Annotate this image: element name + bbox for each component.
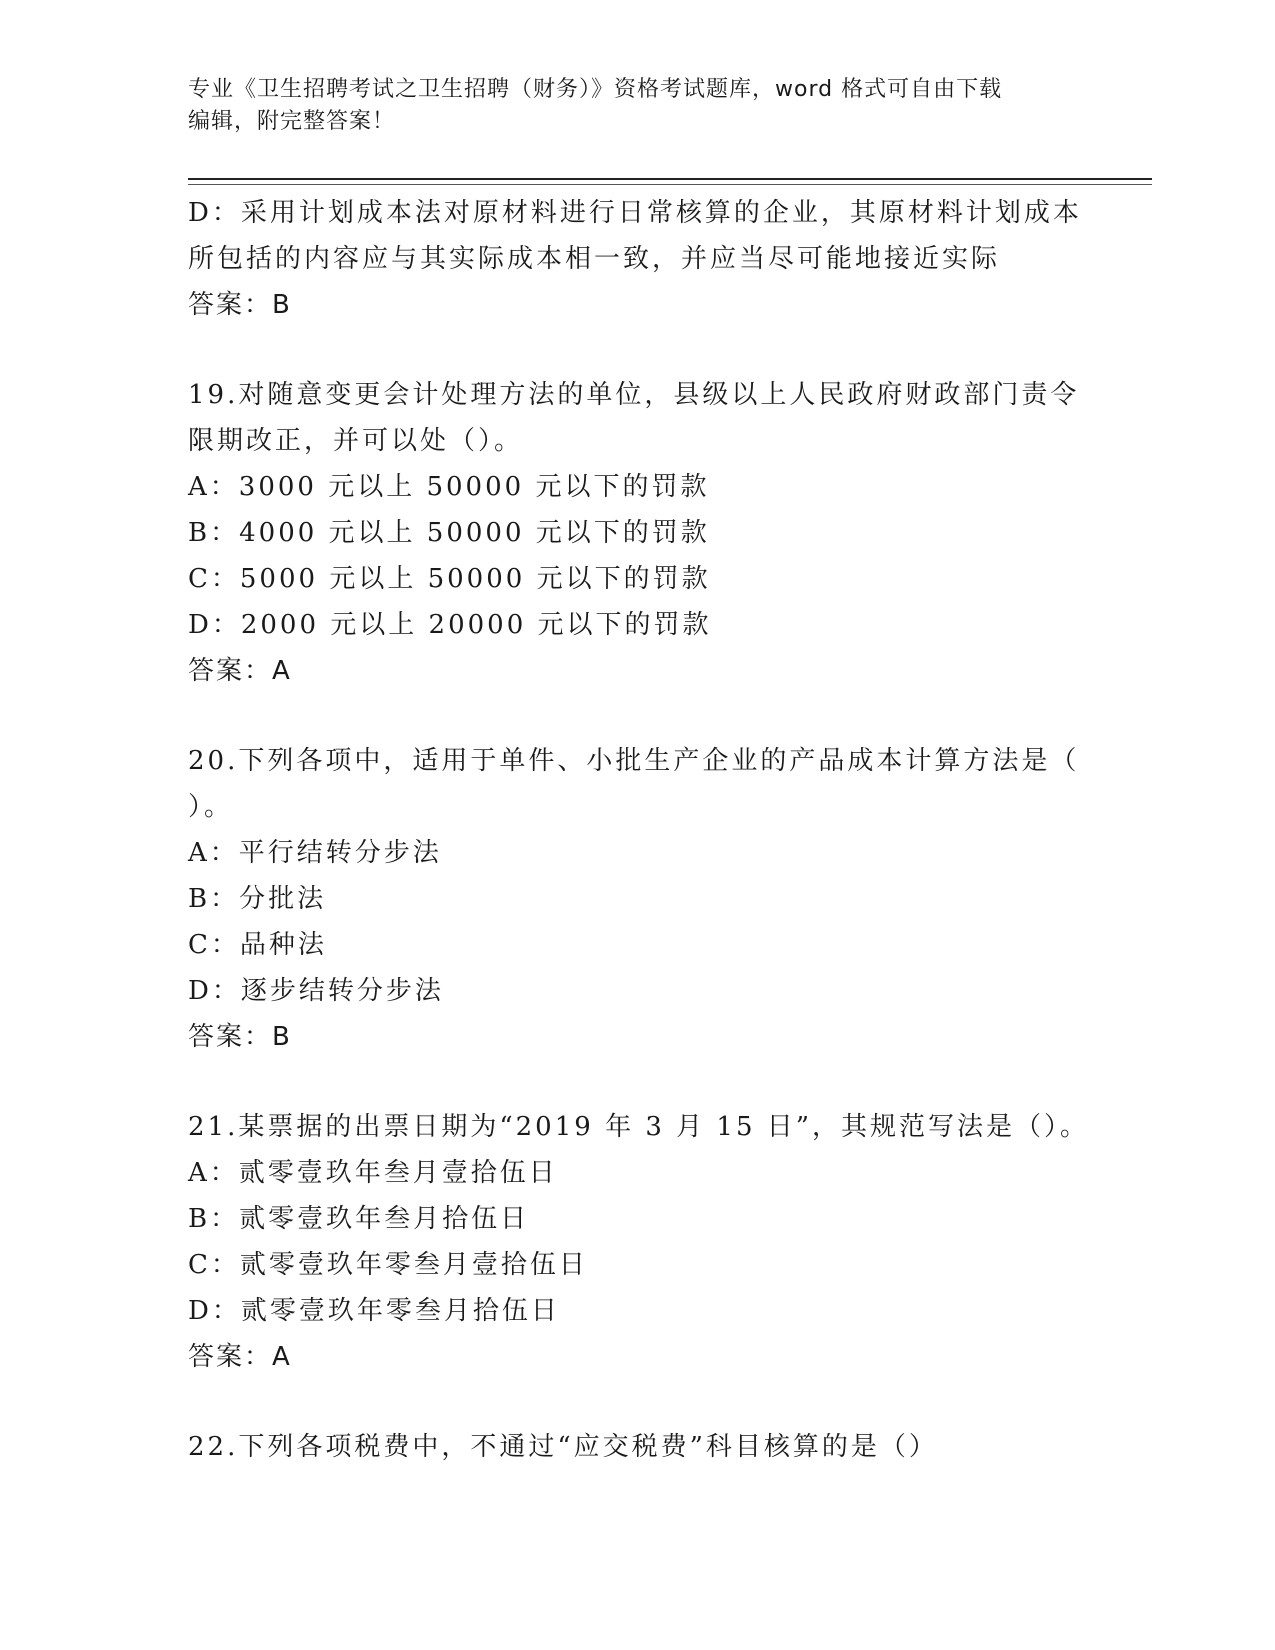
- answer: 答案：A: [188, 1342, 292, 1372]
- answer: 答案：B: [188, 1022, 292, 1052]
- spacer: [188, 328, 1088, 372]
- header-line-1: 专业《卫生招聘考试之卫生招聘（财务）》资格考试题库，word 格式可自由下载: [188, 77, 1003, 102]
- option-d: D：逐步结转分步法: [188, 976, 444, 1006]
- spacer: [188, 694, 1088, 738]
- header-rule-thin: [188, 184, 1152, 185]
- option-d-line-2: 所包括的内容应与其实际成本相一致，并应当尽可能地接近实际: [188, 244, 1001, 274]
- question-20: [188, 738, 1088, 1060]
- question-text-line-1: 20.下列各项中，适用于单件、小批生产企业的产品成本计算方法是（: [188, 746, 1080, 776]
- option-b: B：贰零壹玖年叁月拾伍日: [188, 1204, 530, 1234]
- option-a: A：贰零壹玖年叁月壹拾伍日: [188, 1158, 558, 1188]
- question-21: [188, 1104, 1088, 1380]
- document-header: [188, 74, 1088, 138]
- document-body: [188, 190, 1088, 1470]
- question-text-line-1: 22.下列各项税费中，不通过“应交税费”科目核算的是（）: [188, 1432, 938, 1462]
- answer: 答案：A: [188, 656, 292, 686]
- question-text-line-2: 限期改正，并可以处（）。: [188, 426, 524, 456]
- question-22: [188, 1424, 1088, 1470]
- question-text-line-1: 19.对随意变更会计处理方法的单位，县级以上人民政府财政部门责令: [188, 380, 1080, 410]
- header-line-2: 编辑，附完整答案！: [188, 109, 396, 134]
- question-text-line-1: 21.某票据的出票日期为“2019 年 3 月 15 日”，其规范写法是（）。: [188, 1112, 1090, 1142]
- option-c: C：5000 元以上 50000 元以下的罚款: [188, 564, 711, 594]
- option-b: B：分批法: [188, 884, 327, 914]
- spacer: [188, 1060, 1088, 1104]
- option-d: D：贰零壹玖年零叁月拾伍日: [188, 1296, 560, 1326]
- option-d-line-1: D：采用计划成本法对原材料进行日常核算的企业，其原材料计划成本: [188, 198, 1082, 228]
- question-18-tail: [188, 190, 1088, 328]
- option-c: C：品种法: [188, 930, 327, 960]
- option-d: D：2000 元以上 20000 元以下的罚款: [188, 610, 712, 640]
- header-rule-thick: [188, 178, 1152, 180]
- question-19: [188, 372, 1088, 694]
- option-a: A：平行结转分步法: [188, 838, 442, 868]
- option-c: C：贰零壹玖年零叁月壹拾伍日: [188, 1250, 588, 1280]
- spacer: [188, 1380, 1088, 1424]
- answer: 答案：B: [188, 290, 292, 320]
- option-b: B：4000 元以上 50000 元以下的罚款: [188, 518, 710, 548]
- question-text-line-2: ）。: [188, 792, 234, 822]
- option-a: A：3000 元以上 50000 元以下的罚款: [188, 472, 710, 502]
